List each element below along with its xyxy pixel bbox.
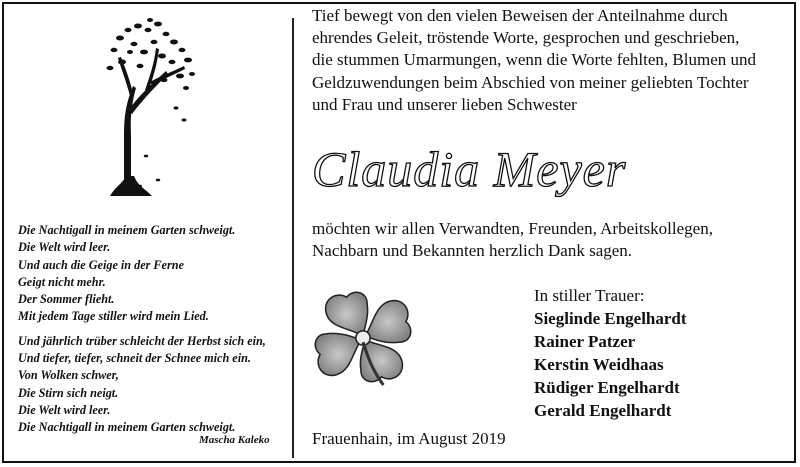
poem-author: Mascha Kaleko — [199, 434, 270, 446]
mourner-name: Rainer Patzer — [534, 332, 636, 351]
poem-line: Mit jedem Tage stiller wird mein Lied. — [18, 309, 209, 324]
poem-line: Und auch die Geige in der Ferne — [18, 257, 184, 272]
thanks-text — [312, 218, 792, 262]
mourner-name: Rüdiger Engelhardt — [534, 378, 680, 397]
thanks-line: Nachbarn und Bekannten herzlich Dank sagen. — [312, 241, 633, 261]
intro-line: Geldzuwendungen beim Abschied von meiner geliebten Tochter — [312, 72, 749, 92]
poem-line: Der Sommer flieht. — [18, 292, 115, 307]
poem-line: Und jährlich trüber schleicht der Herbst sich ein, — [18, 333, 266, 348]
poem-stanza — [18, 222, 280, 326]
place-date: Frauenhain, im August 2019 — [312, 429, 506, 448]
column-divider — [292, 18, 294, 458]
poem — [18, 222, 280, 444]
mourner-name: Gerald Engelhardt — [534, 401, 672, 420]
poem-line: Die Stirn sich neigt. — [18, 385, 119, 400]
intro-line: ehrendes Geleit, tröstende Worte, gesprochen und geschrieben, — [312, 28, 740, 48]
mourners-label: In stiller Trauer: — [534, 286, 645, 305]
mourner-name: Kerstin Weidhaas — [534, 355, 664, 374]
intro-line: die stummen Umarmungen, wenn die Worte fehlten, Blumen und — [312, 50, 757, 70]
mourner-name: Sieglinde Engelhardt — [534, 309, 687, 328]
poem-line: Die Welt wird leer. — [18, 402, 111, 417]
intro-text — [312, 5, 792, 116]
poem-line: Die Nachtigall in meinem Garten schweigt. — [18, 223, 236, 237]
deceased-name: Claudia Meyer — [312, 141, 627, 197]
poem-line: Geigt nicht mehr. — [18, 274, 106, 289]
thanks-line: möchten wir allen Verwandten, Freunden, Arbeitskollegen, — [312, 219, 713, 238]
poem-line: Und tiefer, tiefer, schneit der Schnee mich ein. — [18, 351, 251, 366]
four-leaf-clover-icon — [312, 287, 414, 389]
poem-line: Die Nachtigall in meinem Garten schweigt. — [18, 420, 236, 435]
poem-line: Die Welt wird leer. — [18, 240, 111, 255]
intro-line: und Frau und unserer lieben Schwester — [312, 94, 577, 114]
poem-stanza — [18, 333, 280, 437]
tree-icon — [100, 16, 200, 206]
mourners-block — [534, 284, 687, 422]
poem-line: Von Wolken schwer, — [18, 368, 119, 383]
intro-line: Tief bewegt von den vielen Beweisen der Anteilnahme durch — [312, 6, 728, 25]
